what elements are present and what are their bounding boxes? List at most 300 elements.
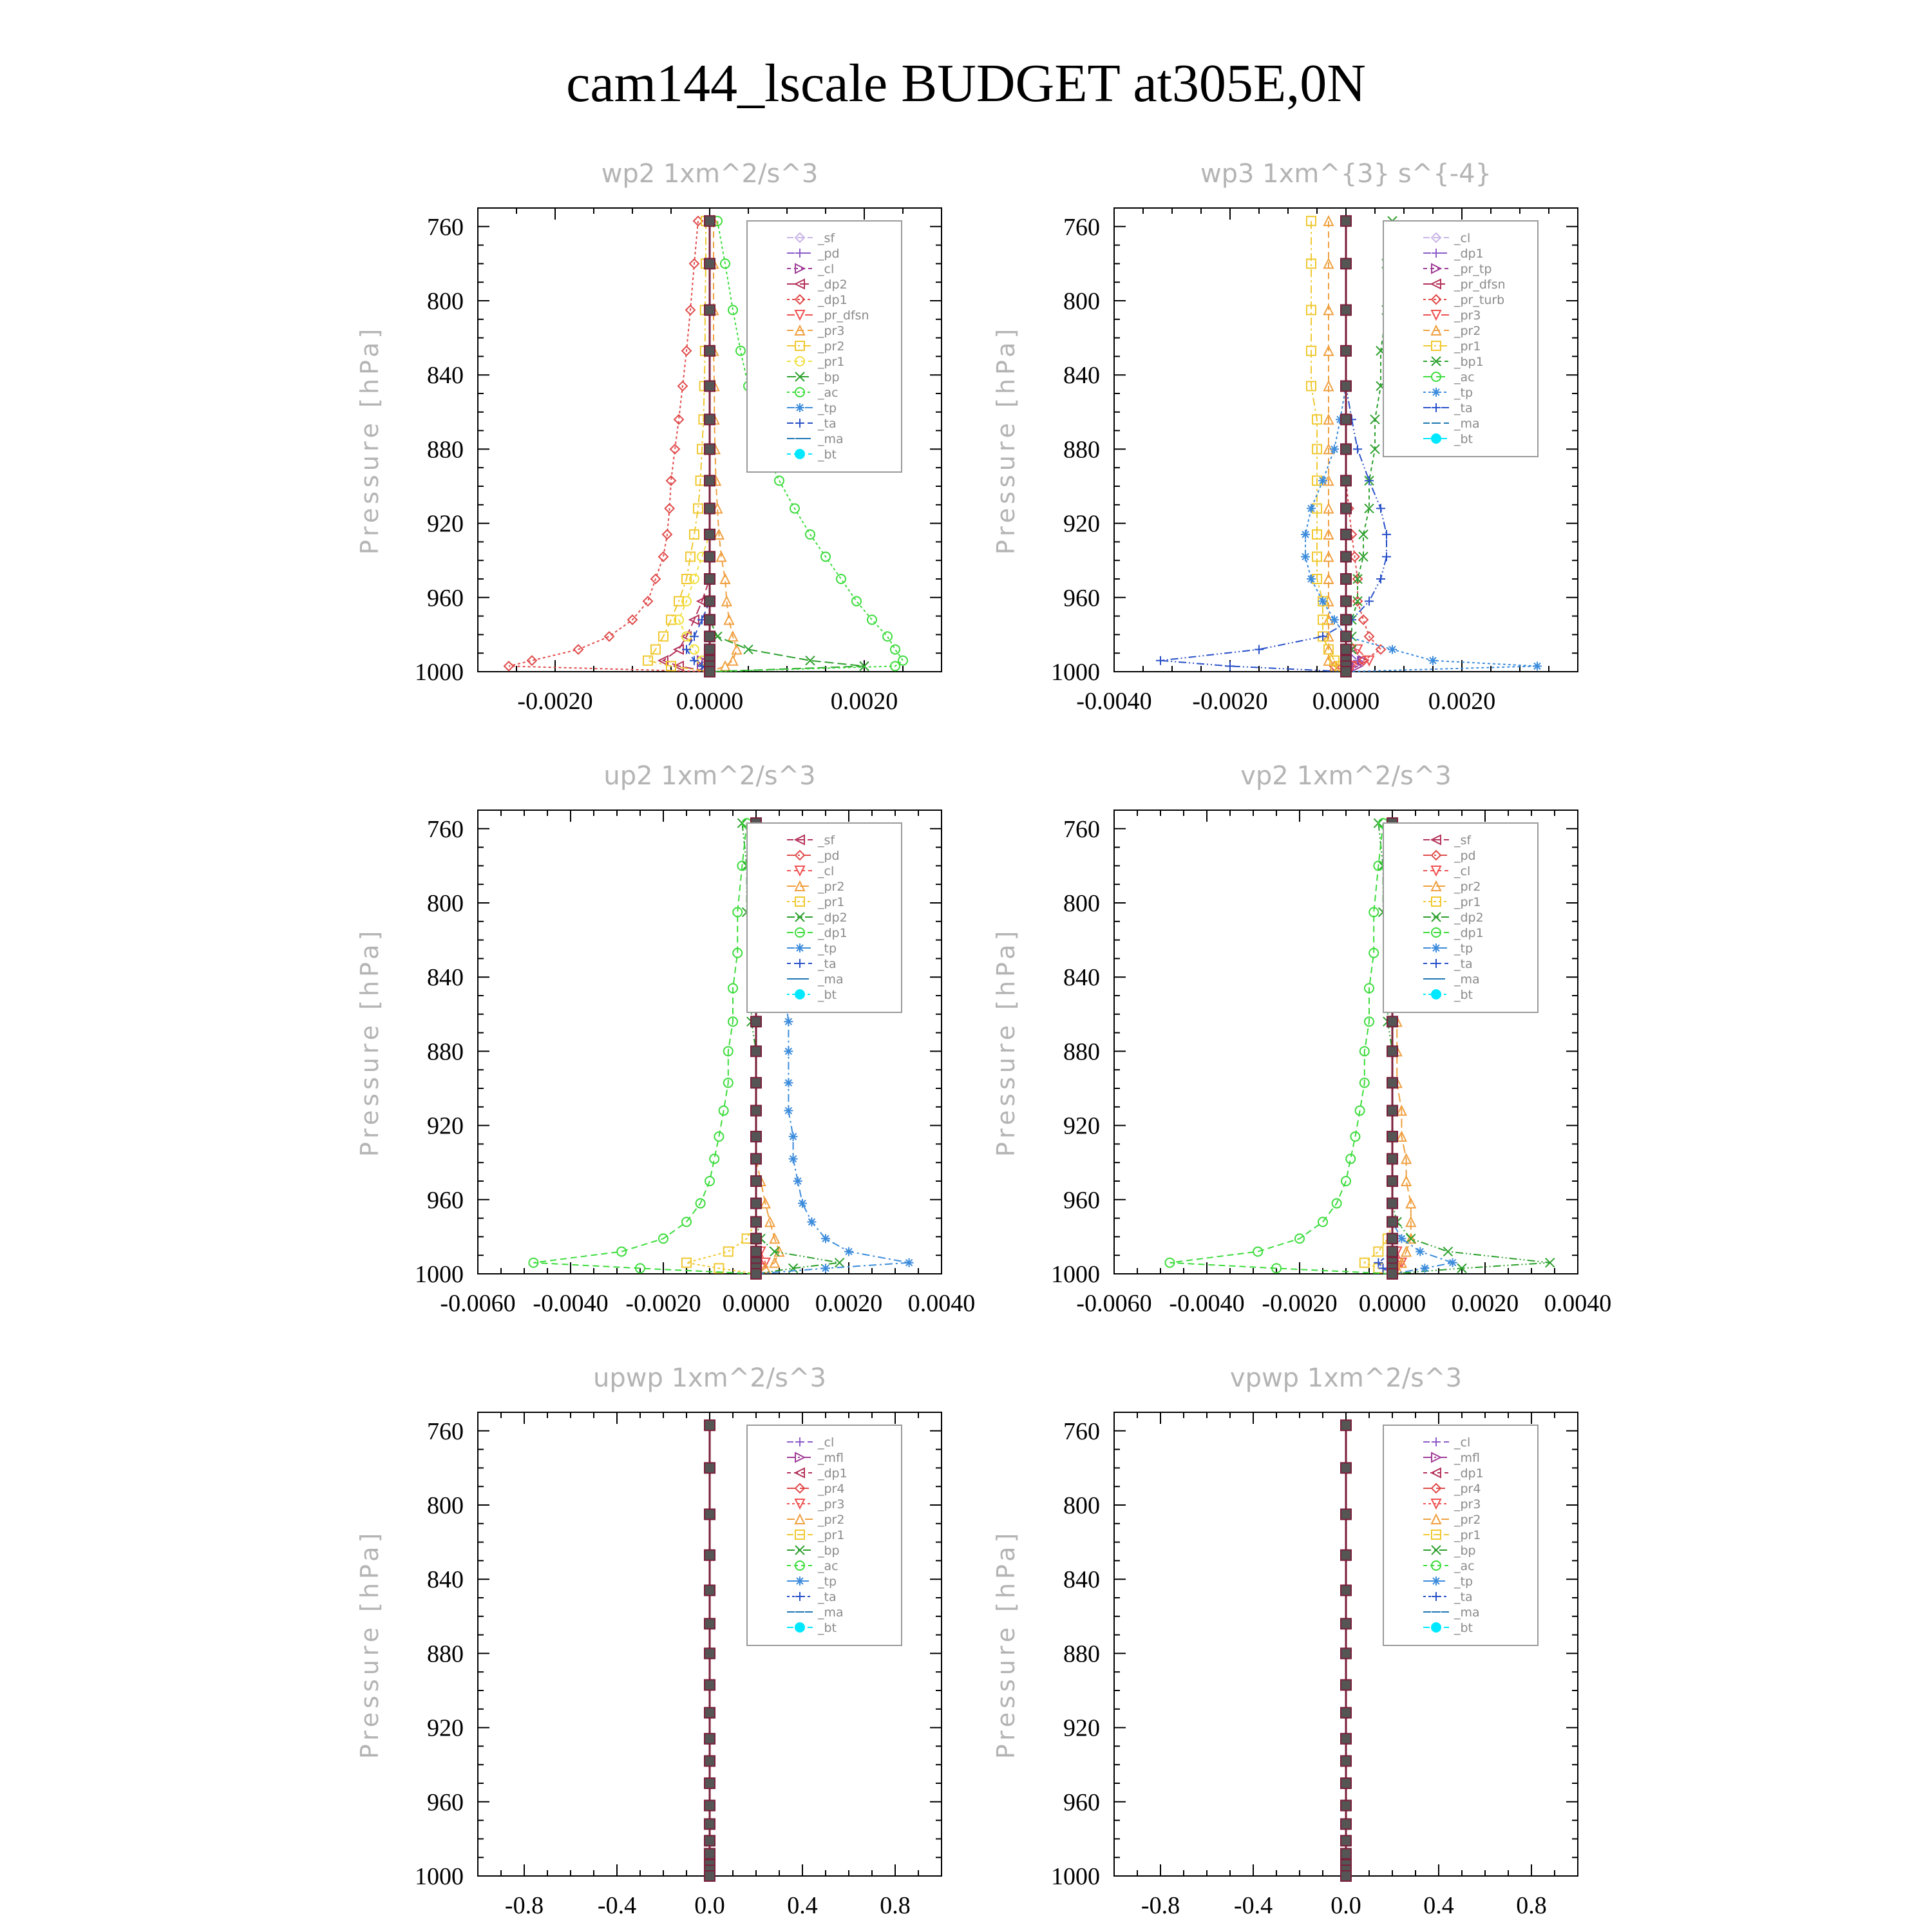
panel-4 (355, 1363, 942, 1919)
data-point (527, 656, 536, 665)
zero-profile-marker (751, 1016, 761, 1027)
zero-profile-marker (705, 667, 715, 677)
zero-profile-marker (751, 1269, 761, 1279)
zero-profile-marker (1341, 631, 1351, 641)
zero-profile-marker (1341, 596, 1351, 607)
legend-label: _pr3 (818, 324, 845, 338)
zero-profile-marker (1387, 1198, 1397, 1209)
zero-profile-marker (1341, 667, 1351, 677)
zero-profile-marker (1341, 1756, 1351, 1766)
data-point (789, 1154, 798, 1163)
legend-marker (795, 1623, 804, 1632)
zero-profile-marker (705, 444, 715, 454)
y-tick-label: 1000 (415, 659, 464, 686)
legend-label: _pr3 (1454, 308, 1481, 323)
data-point (1428, 656, 1437, 665)
zero-profile-marker (751, 1046, 761, 1056)
y-tick-label: 1000 (415, 1261, 464, 1288)
data-point (643, 597, 652, 606)
legend (747, 221, 902, 472)
y-tick-label: 760 (427, 1417, 464, 1445)
zero-profile-marker (705, 1680, 715, 1690)
zero-profile-marker (1341, 414, 1351, 424)
data-point (1324, 656, 1333, 665)
y-tick-label: 800 (427, 890, 464, 917)
series-group (1341, 1420, 1351, 1881)
zero-profile-marker (1387, 1077, 1397, 1088)
data-point (674, 645, 683, 654)
legend-label: _pr_dfsn (818, 308, 869, 323)
legend-label: _pr2 (818, 880, 845, 894)
legend-label: _sf (818, 833, 835, 848)
y-tick-label: 760 (427, 213, 464, 241)
zero-profile-marker (1341, 1509, 1351, 1519)
y-tick-label: 840 (1063, 964, 1100, 992)
zero-profile-marker (1341, 644, 1351, 654)
y-tick-label: 800 (1063, 890, 1100, 917)
y-tick-label: 880 (1063, 1038, 1100, 1066)
zero-profile-marker (705, 305, 715, 315)
zero-profile-marker (1341, 1778, 1351, 1788)
x-tick-label: 0.0000 (1358, 1290, 1426, 1317)
y-tick-label: 960 (1063, 584, 1100, 612)
legend-label: _cl (1454, 1435, 1471, 1450)
data-point (844, 1247, 853, 1256)
data-point (1416, 1247, 1425, 1256)
y-axis-label: Pressure [hPa] (992, 1529, 1020, 1759)
zero-profile-marker (705, 1648, 715, 1658)
data-point (690, 645, 699, 654)
data-point (789, 1132, 798, 1141)
legend-label: _pr1 (1454, 339, 1481, 354)
data-point (784, 1046, 793, 1056)
zero-profile-marker (751, 1233, 761, 1244)
zero-profile-marker (705, 1585, 715, 1595)
legend-label: _ma (818, 972, 844, 987)
legend-label: _pr_turb (1454, 293, 1505, 307)
zero-profile-marker (1341, 1618, 1351, 1629)
zero-profile-marker (751, 1217, 761, 1227)
zero-profile-marker (705, 216, 715, 226)
legend-label: _bt (818, 1621, 837, 1635)
legend-label: _cl (1454, 864, 1471, 878)
zero-profile-marker (1341, 1871, 1351, 1881)
legend (1383, 221, 1538, 457)
zero-profile-marker (1341, 529, 1351, 540)
x-tick-label: -0.0060 (440, 1290, 516, 1317)
legend-label: _tp (1454, 386, 1473, 400)
data-point (898, 656, 907, 665)
zero-profile-marker (1387, 1233, 1397, 1244)
x-tick-label: -0.0020 (1192, 688, 1268, 715)
zero-profile-marker (705, 475, 715, 486)
legend-marker (1432, 434, 1441, 443)
series-line-dp1 (533, 823, 756, 1274)
legend-marker (1432, 990, 1441, 999)
zero-profile-marker (705, 1550, 715, 1560)
legend (1383, 823, 1538, 1012)
legend-label: _pr2 (1454, 1513, 1481, 1527)
legend-label: _dp1 (1454, 1466, 1484, 1481)
legend-label: _pr1 (1454, 1528, 1481, 1542)
legend-label: _ac (1454, 370, 1475, 384)
y-tick-label: 960 (427, 584, 464, 612)
legend-label: _bt (1454, 988, 1473, 1002)
y-tick-label: 880 (427, 1640, 464, 1668)
y-axis-label: Pressure [hPa] (992, 927, 1020, 1157)
zero-profile-marker (705, 574, 715, 584)
series-group (705, 1420, 715, 1881)
legend-marker (795, 450, 804, 459)
zero-profile-marker (705, 1618, 715, 1629)
data-point (1376, 504, 1385, 513)
zero-profile-marker (705, 1778, 715, 1788)
legend-label: _dp1 (818, 293, 848, 307)
legend-label: _tp (818, 401, 837, 415)
zero-profile-marker (1341, 1835, 1351, 1846)
zero-profile-marker (1387, 1217, 1397, 1227)
zero-profile-marker (705, 1756, 715, 1766)
legend-label: _pr3 (1454, 1497, 1481, 1511)
zero-profile-marker (1341, 305, 1351, 315)
legend-marker (795, 1577, 804, 1586)
data-point (821, 1264, 830, 1273)
data-point (1365, 597, 1374, 606)
data-point (867, 615, 876, 624)
zero-profile-marker (1341, 216, 1351, 226)
y-tick-label: 880 (427, 436, 464, 464)
legend (747, 1425, 902, 1645)
data-point (1226, 661, 1235, 670)
y-tick-label: 800 (1063, 1492, 1100, 1519)
y-tick-label: 1000 (1051, 1863, 1100, 1890)
zero-profile-marker (705, 1708, 715, 1718)
legend-marker (1432, 1577, 1441, 1586)
legend-label: _cl (818, 1435, 835, 1450)
y-tick-label: 840 (427, 1566, 464, 1594)
legend-label: _tp (818, 942, 837, 956)
data-point (852, 597, 861, 606)
y-tick-label: 920 (427, 510, 464, 538)
legend-label: _ma (818, 432, 844, 446)
data-point (784, 1078, 793, 1087)
y-tick-label: 1000 (1051, 1261, 1100, 1288)
legend-label: _ta (1454, 401, 1473, 415)
legend-label: _ac (818, 1559, 838, 1573)
legend-label: _bt (818, 988, 837, 1002)
figure-title: cam144_lscale BUDGET at305E,0N (566, 53, 1366, 113)
data-point (1374, 1247, 1383, 1256)
panel-title: wp2 1xm^2/s^3 (601, 159, 819, 189)
legend-marker (1432, 388, 1441, 397)
zero-profile-marker (751, 1132, 761, 1142)
zero-profile-marker (705, 1734, 715, 1744)
x-tick-label: -0.0020 (625, 1290, 701, 1317)
zero-profile-marker (751, 1077, 761, 1088)
data-point (807, 1217, 816, 1226)
y-tick-label: 840 (1063, 362, 1100, 390)
legend-label: _sf (1454, 833, 1472, 848)
y-tick-label: 800 (1063, 288, 1100, 315)
data-point (1359, 615, 1368, 624)
zero-profile-marker (1387, 1016, 1397, 1027)
panel-3 (992, 761, 1611, 1317)
legend-label: _pr4 (1454, 1482, 1481, 1496)
legend-label: _bt (1454, 1621, 1473, 1635)
data-point (728, 656, 737, 665)
data-point (659, 552, 668, 561)
y-tick-label: 880 (1063, 1640, 1100, 1668)
zero-profile-marker (1387, 1132, 1397, 1142)
legend-label: _cl (818, 864, 835, 878)
zero-profile-marker (705, 1509, 715, 1519)
legend-label: _ac (818, 386, 838, 400)
legend-label: _pr1 (818, 1528, 845, 1542)
data-point (1330, 444, 1339, 453)
x-tick-label: 0.0000 (1312, 688, 1380, 715)
zero-profile-marker (1341, 1585, 1351, 1595)
legend-label: _pr1 (1454, 895, 1481, 909)
y-axis-label: Pressure [hPa] (355, 325, 384, 555)
legend-label: _tp (1454, 1575, 1473, 1589)
y-tick-label: 880 (1063, 436, 1100, 464)
x-tick-label: 0.0 (1331, 1892, 1361, 1919)
x-tick-label: -0.4 (1233, 1892, 1273, 1919)
y-tick-label: 760 (427, 815, 464, 843)
data-point (1353, 444, 1362, 453)
legend-label: _pr4 (818, 1482, 845, 1496)
zero-profile-marker (751, 1106, 761, 1116)
legend-label: _bp (1454, 1544, 1476, 1558)
legend-label: _dp1 (818, 926, 848, 940)
data-point (1397, 1234, 1406, 1243)
zero-profile-marker (751, 1176, 761, 1186)
legend-label: _pr2 (818, 339, 845, 354)
legend-label: _dp2 (818, 911, 848, 925)
legend (747, 823, 902, 1012)
zero-profile-marker (705, 596, 715, 607)
y-tick-label: 960 (1063, 1788, 1100, 1816)
zero-profile-marker (705, 1801, 715, 1811)
y-tick-label: 840 (427, 964, 464, 992)
series-line-pr2 (648, 221, 710, 672)
data-point (1324, 305, 1333, 314)
data-point (736, 346, 745, 355)
zero-profile-marker (705, 346, 715, 356)
zero-profile-marker (705, 1819, 715, 1829)
data-point (1382, 530, 1391, 539)
x-tick-label: 0.8 (1516, 1892, 1547, 1919)
data-point (1301, 552, 1310, 561)
x-tick-label: -0.0060 (1076, 1290, 1152, 1317)
data-point (1307, 504, 1316, 513)
zero-profile-marker (705, 529, 715, 540)
zero-profile-marker (705, 1463, 715, 1473)
zero-profile-marker (1387, 1176, 1397, 1186)
legend-label: _ac (1454, 1559, 1475, 1573)
zero-profile-marker (1341, 574, 1351, 584)
x-tick-label: 0.0020 (830, 688, 898, 715)
legend-label: _ta (1454, 1590, 1473, 1604)
legend-marker (795, 943, 804, 952)
y-tick-label: 960 (427, 1788, 464, 1816)
zero-profile-marker (1341, 475, 1351, 486)
x-tick-label: -0.0040 (1169, 1290, 1245, 1317)
zero-profile-marker (1341, 1550, 1351, 1560)
data-point (1318, 597, 1327, 606)
x-tick-label: 0.8 (880, 1892, 911, 1919)
legend-marker (1432, 943, 1441, 952)
legend-label: _pr3 (818, 1497, 845, 1511)
data-point (1318, 476, 1327, 485)
zero-profile-marker (705, 381, 715, 391)
panel-2 (355, 761, 975, 1317)
zero-profile-marker (1341, 1463, 1351, 1473)
panel-title: upwp 1xm^2/s^3 (593, 1363, 826, 1393)
zero-profile-marker (705, 1848, 715, 1859)
data-point (1370, 415, 1379, 424)
legend-label: _pr2 (1454, 324, 1481, 338)
data-point (793, 1177, 802, 1186)
zero-profile-marker (1341, 504, 1351, 514)
zero-profile-marker (1341, 1680, 1351, 1690)
panel-1 (992, 159, 1578, 715)
data-point (1301, 530, 1310, 539)
data-point (784, 1017, 793, 1026)
zero-profile-marker (705, 644, 715, 654)
zero-profile-marker (1387, 1046, 1397, 1056)
data-point (1376, 574, 1385, 583)
panel-title: wp3 1xm^{3} s^{-4} (1200, 159, 1492, 189)
x-tick-label: 0.0000 (722, 1290, 790, 1317)
x-tick-label: -0.8 (504, 1892, 544, 1919)
legend-label: _pr1 (818, 355, 845, 369)
data-point (1420, 1264, 1429, 1273)
legend-label: _ma (1454, 972, 1480, 987)
x-tick-label: 0.0020 (1428, 688, 1496, 715)
zero-profile-marker (1341, 1648, 1351, 1658)
legend-label: _mfl (818, 1451, 844, 1465)
legend-label: _bt (818, 448, 837, 462)
legend-label: _mfl (1454, 1451, 1480, 1465)
y-tick-label: 800 (427, 1492, 464, 1519)
legend-label: _pr_tp (1454, 262, 1492, 276)
legend-label: _cl (818, 262, 835, 276)
legend-label: _dp1 (818, 1466, 848, 1481)
legend-label: _dp2 (1454, 911, 1484, 925)
y-tick-label: 1000 (415, 1863, 464, 1890)
legend-label: _bp (818, 370, 840, 384)
y-tick-label: 840 (1063, 1566, 1100, 1594)
legend-label: _bp1 (1454, 355, 1484, 369)
zero-profile-marker (1387, 1106, 1397, 1116)
data-point (798, 1199, 807, 1208)
zero-profile-marker (751, 1198, 761, 1209)
legend-label: _tp (1454, 942, 1473, 956)
legend-label: _cl (1454, 231, 1471, 245)
legend-label: _ma (1454, 1605, 1480, 1620)
legend-label: _ta (818, 1590, 837, 1604)
x-tick-label: 0.0040 (1544, 1290, 1612, 1317)
legend-label: _pr_dfsn (1454, 278, 1506, 292)
data-point (605, 632, 614, 641)
zero-profile-marker (1387, 1269, 1397, 1279)
x-tick-label: 0.0040 (907, 1290, 976, 1317)
data-point (1376, 645, 1385, 654)
zero-profile-marker (751, 1153, 761, 1164)
data-point (1443, 1247, 1452, 1256)
zero-profile-marker (1341, 551, 1351, 562)
data-point (724, 615, 734, 624)
data-point (1533, 661, 1542, 670)
zero-profile-marker (1341, 1848, 1351, 1859)
legend-marker (795, 403, 804, 412)
x-tick-label: 0.4 (1423, 1892, 1454, 1919)
data-point (821, 1234, 830, 1243)
data-point (1330, 615, 1339, 624)
data-point (905, 1258, 914, 1267)
legend-label: _pd (818, 849, 840, 863)
data-point (883, 632, 892, 641)
legend-label: _ta (1454, 957, 1473, 971)
legend-marker (795, 990, 804, 999)
data-point (1370, 444, 1379, 453)
legend-label: _ma (1454, 417, 1480, 431)
zero-profile-marker (1341, 258, 1351, 269)
legend-label: _tp (818, 1575, 837, 1589)
y-tick-label: 840 (427, 362, 464, 390)
legend-label: _pr1 (818, 895, 845, 909)
legend-label: _sf (818, 231, 835, 245)
series-line-dp1 (509, 221, 710, 672)
zero-profile-marker (1341, 1708, 1351, 1718)
zero-profile-marker (705, 614, 715, 625)
legend-label: _ta (818, 957, 837, 971)
y-axis-label: Pressure [hPa] (355, 1529, 384, 1759)
y-tick-label: 1000 (1051, 659, 1100, 686)
zero-profile-marker (1341, 444, 1351, 454)
y-tick-label: 920 (427, 1112, 464, 1140)
series-line-dp1 (1170, 823, 1392, 1274)
y-tick-label: 760 (1063, 1417, 1100, 1445)
x-tick-label: -0.0040 (533, 1290, 609, 1317)
legend-label: _ma (818, 1605, 844, 1620)
x-tick-label: 0.0020 (1451, 1290, 1519, 1317)
zero-profile-marker (1387, 1153, 1397, 1164)
panel-title: vpwp 1xm^2/s^3 (1229, 1363, 1463, 1393)
data-point (1448, 1258, 1457, 1267)
legend-label: _bp (818, 1544, 840, 1558)
x-tick-label: 0.0020 (815, 1290, 883, 1317)
zero-profile-marker (1341, 1734, 1351, 1744)
x-tick-label: 0.4 (787, 1892, 818, 1919)
y-tick-label: 960 (427, 1186, 464, 1214)
zero-profile-marker (705, 551, 715, 562)
y-tick-label: 760 (1063, 213, 1100, 241)
data-point (643, 656, 652, 665)
data-point (837, 574, 846, 583)
zero-profile-marker (705, 1420, 715, 1430)
y-tick-label: 920 (1063, 510, 1100, 538)
series-line-ta (1160, 221, 1387, 672)
x-tick-label: -0.0040 (1076, 688, 1152, 715)
panel-title: up2 1xm^2/s^3 (603, 761, 816, 791)
legend-label: _pd (818, 247, 840, 261)
zero-profile-marker (1341, 1420, 1351, 1430)
panel-5 (992, 1363, 1578, 1919)
y-axis-label: Pressure [hPa] (992, 325, 1020, 555)
zero-profile-marker (705, 1871, 715, 1881)
